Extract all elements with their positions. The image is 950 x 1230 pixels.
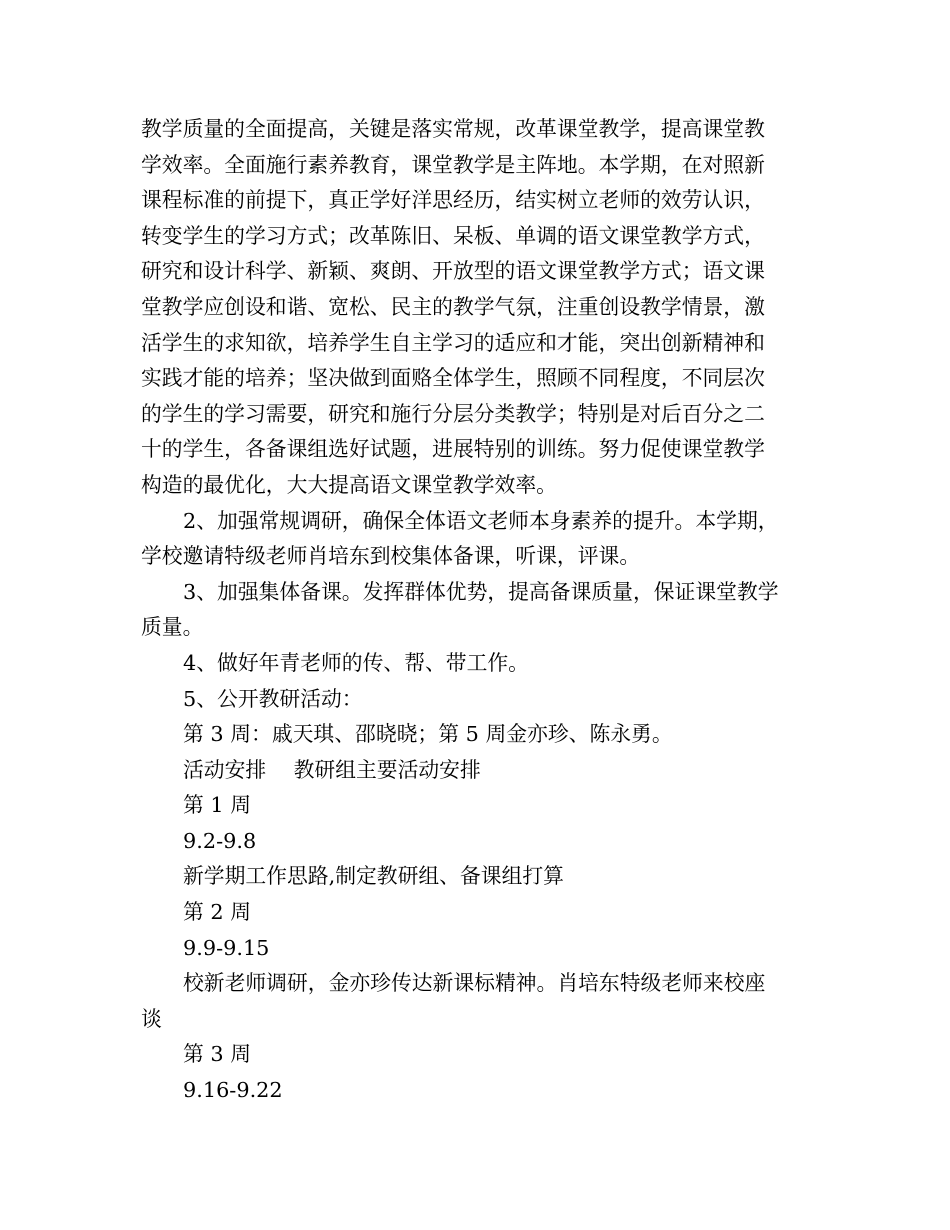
week-2-activity-line-1: 校新老师调研，金亦珍传达新课标精神。肖培东特级老师来校座	[183, 971, 766, 996]
intro-line: 教学质量的全面提高，关键是落实常规，改革课堂教学，提高课堂教	[141, 117, 765, 141]
document-page	[141, 112, 813, 1109]
week-2-dates: 9.9-9.15	[183, 935, 270, 960]
week-3-label: 第 3 周	[183, 1042, 252, 1067]
item-5: 5、公开教研活动：	[183, 686, 363, 711]
item-4: 4、做好年青老师的传、帮、带工作。	[183, 650, 529, 675]
intro-line: 转变学生的学习方式；改革陈旧、呆板、单调的语文课堂教学方式，	[141, 223, 765, 248]
week-3-dates: 9.16-9.22	[183, 1078, 283, 1103]
week-2-activity-line-2: 谈	[141, 1006, 162, 1031]
item-5-detail: 第 3 周：戚天琪、邵晓晓；第 5 周金亦珍、陈永勇。	[183, 722, 673, 747]
intro-line: 的学生的学习需要，研究和施行分层分类教学；特别是对后百分之二	[141, 401, 765, 426]
schedule-header: 活动安排 教研组主要活动安排	[183, 757, 481, 782]
week-1-label: 第 1 周	[183, 793, 252, 818]
intro-line: 活学生的求知欲，培养学生自主学习的适应和才能，突出创新精神和	[141, 330, 765, 355]
intro-line: 课程标准的前提下，真正学好洋思经历，结实树立老师的效劳认识，	[141, 188, 765, 213]
intro-paragraph	[141, 112, 813, 504]
item-3-line-2: 质量。	[141, 615, 204, 640]
week-1-dates: 9.2-9.8	[183, 828, 257, 853]
week-1-activity: 新学期工作思路,制定教研组、备课组打算	[183, 864, 564, 889]
item-3-line-1: 3、加强集体备课。发挥群体优势，提高备课质量，保证课堂教学	[183, 579, 779, 604]
intro-line: 十的学生，各备课组选好试题，进展特别的训练。努力促使课堂教学	[141, 437, 765, 462]
intro-line: 构造的最优化，大大提高语文课堂教学效率。	[141, 472, 557, 497]
intro-line: 堂教学应创设和谐、宽松、民主的教学气氛，注重创设教学情景，激	[141, 294, 765, 319]
intro-line: 实践才能的培养；坚决做到面赂全体学生，照顾不同程度，不同层次	[141, 366, 765, 391]
week-2-label: 第 2 周	[183, 900, 252, 925]
item-2-line-2: 学校邀请特级老师肖培东到校集体备课，听课，评课。	[141, 544, 641, 569]
item-2-line-1: 2、加强常规调研，确保全体语文老师本身素养的提升。本学期，	[183, 508, 779, 533]
intro-line: 学效率。全面施行素养教育，课堂教学是主阵地。本学期，在对照新	[141, 152, 765, 177]
intro-line: 研究和设计科学、新颖、爽朗、开放型的语文课堂教学方式；语文课	[141, 259, 765, 284]
